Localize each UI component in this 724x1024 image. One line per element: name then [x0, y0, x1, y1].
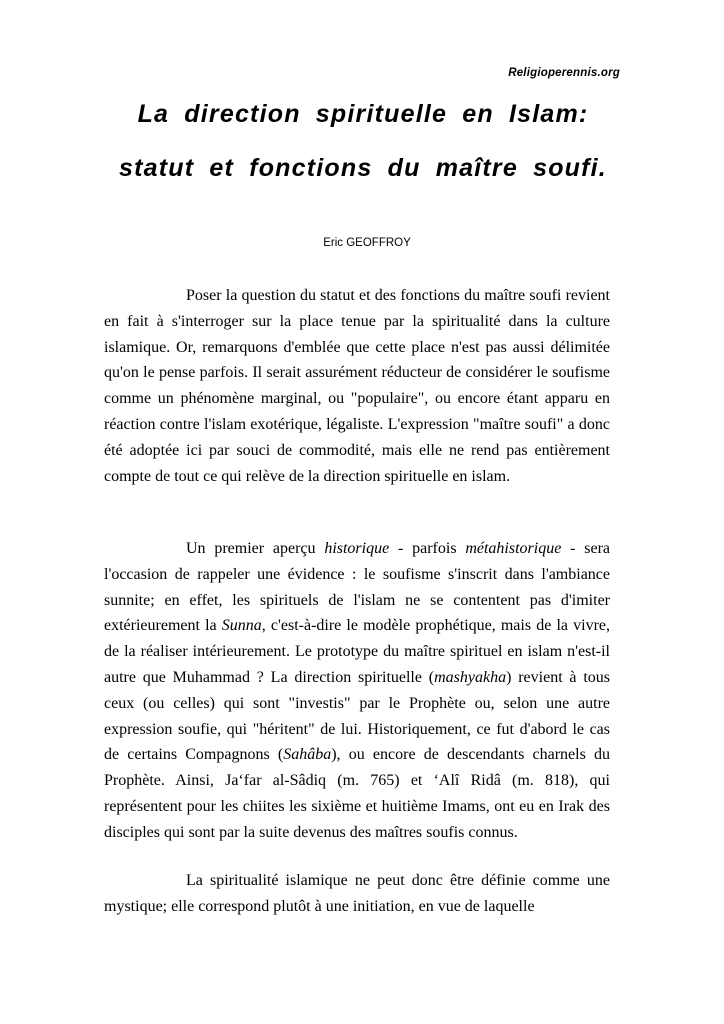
emphasis-metahistorique: métahistorique — [465, 540, 562, 557]
document-title: La direction spirituelle en Islam: statut et fonctions du maître soufi. — [119, 100, 607, 182]
emphasis-sunna: Sunna — [221, 617, 262, 635]
paragraph-2-text: ) revient à tous ceux (ou celles) qui sont "investis" par le Prophète ou, selon une autre expression soufie, qui "héritent" de lui. Historiquement, ce fut d'abord le cas de certains Compagnons ( — [104, 668, 610, 764]
site-header: Religioperennis.org — [508, 67, 620, 79]
paragraph-3 — [104, 868, 610, 920]
emphasis-sahaba: Sahâba — [283, 746, 332, 764]
paragraph-2-text: ), ou encore de descendants charnels du Prophète. Ainsi, Ja‘far al-Sâdiq (m. 765) et ‘Alî Ridâ (m. 818), qui représentent pour les chiites les sixième et huitième Imams, ont eu en Irak des disciples qui sont par la suite devenus des maîtres soufis connus. — [104, 746, 611, 841]
paragraph-1-text: Poser la question du statut et des fonctions du maître soufi revient en fait à s'interroger sur la place tenue par la spiritualité dans la culture islamique. Or, remarquons d'emblée que cette place n'est pas aussi délimitée qu'on le pense parfois. Il serait assurément réducteur de considérer le soufisme comme un phénomène marginal, ou "populaire", ou encore étant apparu en réaction contre l'islam exotérique, légaliste. L'expression "maître soufi" a donc été adoptée ici par souci de commodité, mais elle ne rend pas entièrement compte de tout ce qui relève de la direction spirituelle en islam. — [104, 287, 610, 485]
paragraph-2-text: Un premier aperçu — [186, 540, 325, 557]
author-name: Eric GEOFFROY — [323, 237, 411, 249]
paragraph-1 — [104, 283, 610, 489]
emphasis-historique: historique — [324, 540, 390, 557]
paragraph-2-text: - sera l'occasion de rappeler une évidence : le soufisme s'inscrit dans l'ambiance sunnite; en effet, les spirituels de l'islam ne se contentent pas d'imiter extérieurement la — [104, 540, 610, 635]
paragraph-2-text: - parfois — [389, 540, 466, 557]
emphasis-mashyakha: mashyakha — [434, 668, 507, 686]
paragraph-2-text: , c'est-à-dire le modèle prophétique, mais de la vivre, de la réaliser intérieurement. Le prototype du maître spirituel en islam n'est-il autre que Muhammad ? La direction spirituelle ( — [104, 617, 610, 686]
paragraph-2 — [104, 536, 610, 846]
paragraph-3-text: La spiritualité islamique ne peut donc être définie comme une mystique; elle correspond plutôt à une initiation, en vue de laquelle — [104, 872, 610, 915]
